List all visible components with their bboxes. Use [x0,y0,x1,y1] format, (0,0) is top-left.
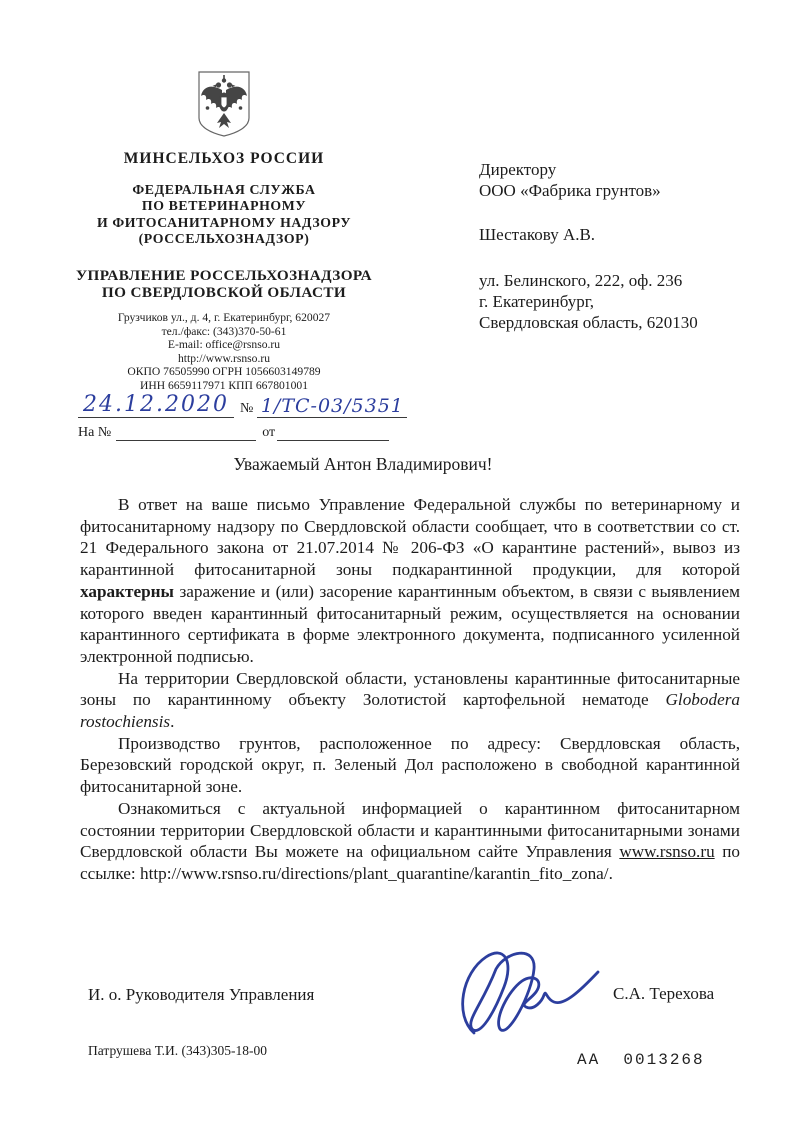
recipient-role: Директору [479,160,557,179]
species-latin-name: Globodera rostochiensis [80,690,740,732]
reply-to-label: На № [78,425,112,440]
form-serial-number: АА 0013268 [577,1051,705,1069]
paragraph-4-text: по ссылке: [80,842,740,883]
recipient-person: Шестакову А.В. [479,225,596,244]
russia-coat-of-arms-icon [195,70,253,138]
service-line: И ФИТОСАНИТАРНОМУ НАДЗОРУ [96,214,352,230]
reply-from-label: от [262,425,276,440]
reference-block [78,386,423,441]
reply-number-blank [116,425,256,441]
reply-reference-row [78,425,423,441]
salutation: Уважаемый Антон Владимирович! [233,454,493,474]
paragraph-2-text: . [170,712,175,732]
recipient-city: г. Екатеринбург, [479,292,595,311]
letter-body [80,494,740,885]
outgoing-number-handwritten: 1/ТС-03/5351 [257,395,407,418]
recipient-company: ООО «Фабрика грунтов» [479,181,661,200]
site-link[interactable]: www.rsnso.ru [619,842,715,862]
contact-block [66,311,382,392]
recipient-region: Свердловская область, 620130 [479,313,698,332]
office-line: ПО СВЕРДЛОВСКОЙ ОБЛАСТИ [101,284,347,302]
signatory-title: И. о. Руководителя Управления [88,985,315,1004]
ministry-name: МИНСЕЛЬХОЗ РОССИИ [123,150,325,167]
paragraph-3: Производство грунтов, расположенное по адресу: Свердловская область, Березовский городской округ, п. Зеленый Дол расположено в свободной карантинной фитосанитарной зоне. [80,733,740,797]
emphasis-bold-word: характерны [80,581,174,601]
executor-contact: Патрушева Т.И. (343)305-18-00 [88,1043,267,1058]
okpo-ogrn-line: ОКПО 76505990 ОГРН 1056603149789 [127,365,321,379]
service-line: ФЕДЕРАЛЬНАЯ СЛУЖБА [132,182,316,197]
paragraph-1 [80,494,740,668]
paragraph-1-text: заражение и (или) засорение карантинным объектом, в связи с выявлением которого введен карантинный фитосанитарный режим, осуществляется на основании карантинного сертификата в форме электронного документа, подписанного усиленной электронной подписью. [80,581,740,666]
phone-line: тел./факс: (343)370-50-61 [161,324,287,338]
address-line: Грузчиков ул., д. 4, г. Екатеринбург, 620027 [117,311,331,325]
outgoing-reference-row [78,386,423,418]
reply-date-blank [277,425,389,441]
federal-service-name [66,182,382,247]
recipient-street: ул. Белинского, 222, оф. 236 [479,271,683,290]
handwritten-signature [452,945,602,1045]
email-line: E-mail: office@rsnso.ru [167,338,281,352]
number-sign: № [240,401,254,416]
regional-office-name [66,267,382,301]
inn-kpp-line: ИНН 6659117971 КПП 667801001 [139,378,308,392]
paragraph-4 [80,798,740,885]
website-line: http://www.rsnso.ru [178,351,270,365]
letterhead [66,70,382,392]
emblem-wrap [66,70,382,140]
signatory-name: С.А. Терехова [613,984,715,1003]
deep-link-url[interactable]: http://www.rsnso.ru/directions/plant_quarantine/karantin_fito_zona/. [140,863,613,883]
outgoing-date-handwritten: 24.12.2020 [78,393,234,418]
paragraph-2-text: На территории Свердловской области, установлены карантинные фитосанитарные зоны по карантинному объекту Золотистой картофельной нематоде [80,668,740,710]
paragraph-1-text: В ответ на ваше письмо Управление Федеральной службы по ветеринарному и фитосанитарному надзору по Свердловской области сообщает, что в соответствии со ст. 21 Федерального закона от 21.07.2014 № 206-ФЗ «О карантине растений», вывоз из карантинной фитосанитарной зоны подкарантинной продукции, для которой [80,495,740,580]
office-line: УПРАВЛЕНИЕ РОССЕЛЬХОЗНАДЗОРА [75,267,373,285]
recipient-block [479,159,698,333]
paragraph-4-text: Ознакомиться с актуальной информацией о карантинном фитосанитарном состоянии территории Свердловской области и карантинными фитосанитарными зонами Свердловской области Вы можете на официальном сайте Управления [80,798,740,862]
service-line: (РОССЕЛЬХОЗНАДЗОР) [138,230,310,246]
paragraph-2 [80,668,740,733]
service-line: ПО ВЕТЕРИНАРНОМУ [141,198,307,214]
